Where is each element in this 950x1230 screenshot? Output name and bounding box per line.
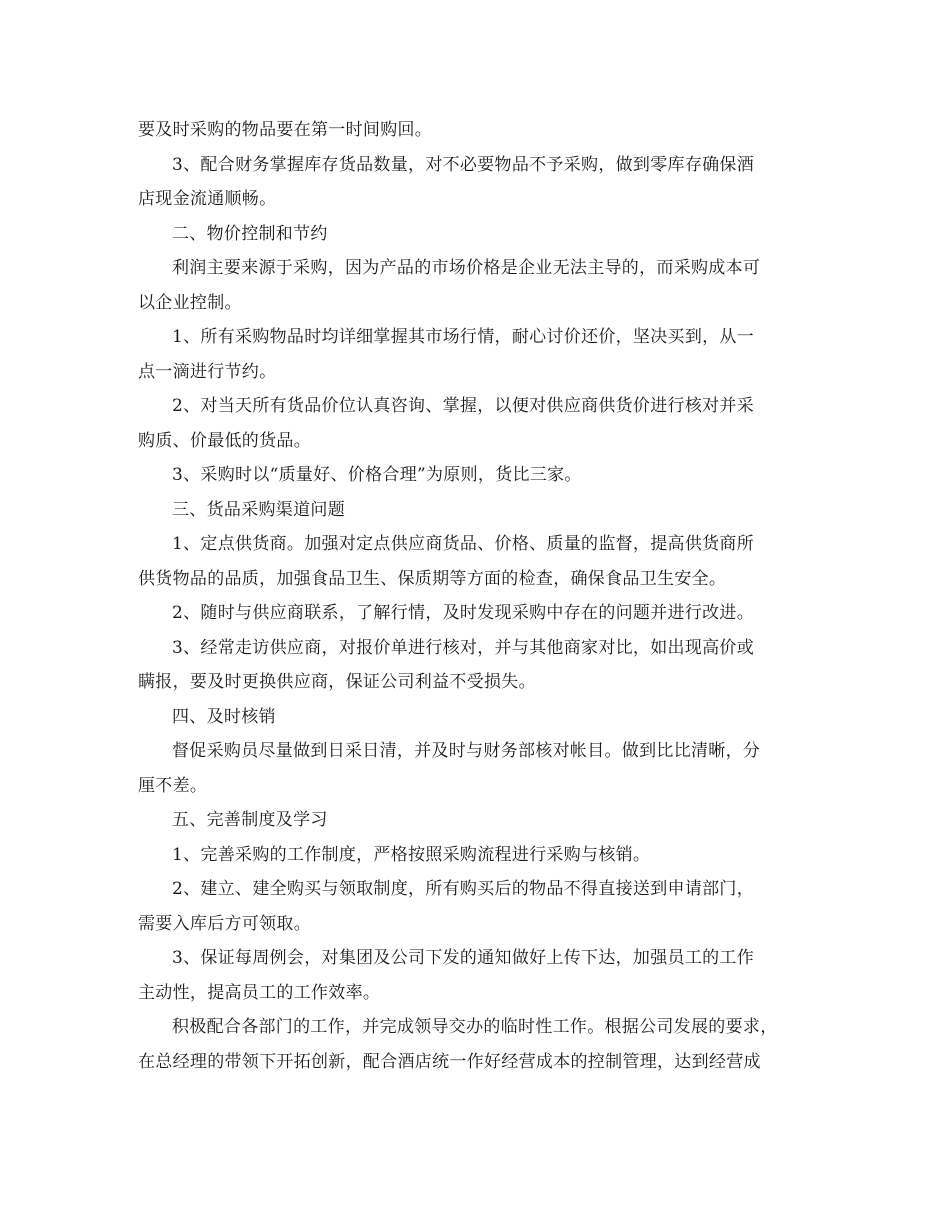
text-line: 3、采购时以“质量好、价格合理”为原则，货比三家。 [172,465,582,485]
text-line: 购质、价最低的货品。 [138,430,311,451]
text-line: 3、配合财务掌握库存货品数量，对不必要物品不予采购，做到零库存确保酒 [172,154,755,175]
text-line: 积极配合各部门的工作，并完成领导交办的临时性工作。根据公司发展的要求， [172,1017,778,1037]
text-line: 主动性，提高员工的工作效率。 [138,982,381,1003]
text-line: 店现金流通顺畅。 [138,189,277,209]
text-line: 利润主要来源于采购，因为产品的市场价格是企业无法主导的，而采购成本可 [172,258,761,278]
text-line: 要及时采购的物品要在第一时间购回。 [138,120,433,140]
text-line: 需要入库后方可领取。 [138,913,311,934]
text-line: 供货物品的品质，加强食品卫生、保质期等方面的检查，确保食品卫生安全。 [138,568,727,589]
text-line: 三、货品采购渠道问题 [172,499,345,520]
text-line: 3、经常走访供应商，对报价单进行核对，并与其他商家对比，如出现高价或 [172,637,755,658]
text-line: 在总经理的带领下开拓创新，配合酒店统一作好经营成本的控制管理，达到经营成 [138,1051,761,1072]
text-line: 点一滴进行节约。 [138,361,277,382]
text-line: 2、建立、建全购买与领取制度，所有购买后的物品不得直接送到申请部门， [172,879,755,899]
text-line: 1、所有采购物品时均详细掌握其市场行情，耐心讨价还价，坚决买到，从一 [172,327,755,347]
text-line: 五、完善制度及学习 [172,810,328,830]
text-line: 2、对当天所有货品价位认真咨询、掌握，以便对供应商供货价进行核对并采 [172,396,755,416]
text-line: 督促采购员尽量做到日采日清，并及时与财务部核对帐目。做到比比清晰，分 [172,741,761,761]
text-line: 2、随时与供应商联系，了解行情，及时发现采购中存在的问题并进行改进。 [172,603,755,623]
text-line: 1、定点供货商。加强对定点供应商货品、价格、质量的监督，提高供货商所 [172,534,755,554]
text-line: 3、保证每周例会，对集团及公司下发的通知做好上传下达，加强员工的工作 [172,948,755,968]
text-line: 四、及时核销 [172,706,276,727]
text-line: 以企业控制。 [138,292,242,313]
text-line: 厘不差。 [138,775,208,796]
text-line: 二、物价控制和节约 [172,223,328,244]
document-body [138,113,814,1079]
text-line: 瞒报，要及时更换供应商，保证公司利益不受损失。 [138,672,536,692]
text-line: 1、完善采购的工作制度，严格按照采购流程进行采购与核销。 [172,844,651,865]
